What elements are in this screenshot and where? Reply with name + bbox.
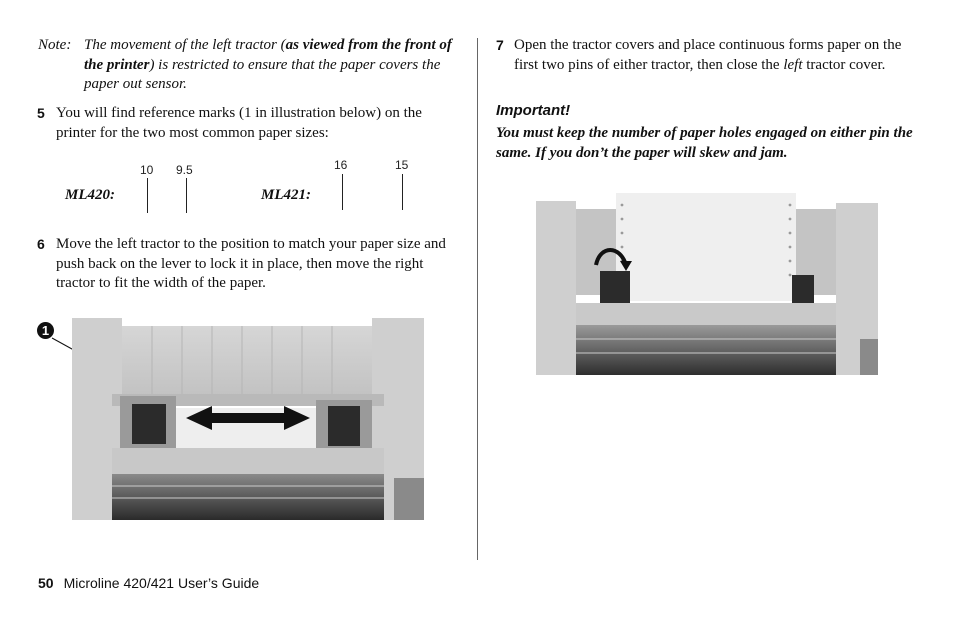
step-7-emphasis: left — [783, 56, 803, 73]
ml420-tick-label-10: 10 — [140, 163, 154, 177]
step-5-text: You will find reference marks (1 in illustration below) on the printer for the two most common paper sizes: — [56, 105, 422, 141]
step-6-text: Move the left tractor to the position to match your paper size and push back on the lever to lock it in place, then move the right tractor to fit the width of the paper. — [56, 236, 446, 291]
important-heading: Important! — [496, 102, 571, 119]
ml420-tick-9-5 — [186, 178, 187, 213]
step-6-number: 6 — [37, 236, 45, 252]
page-footer — [38, 575, 259, 591]
note-label: Note: — [38, 37, 72, 53]
important-text: You must keep the number of paper holes engaged on either pin the same. If you don’t the paper will skew and jam. — [496, 125, 913, 161]
ml421-tick-15 — [402, 174, 403, 210]
column-divider — [477, 38, 478, 560]
step-7: 7 Open the tractor covers and place continuous forms paper on the first two pins of either tractor, then close the left tractor cover. — [496, 37, 902, 73]
step-5-number: 5 — [37, 105, 45, 121]
ml420-label: ML420: — [65, 187, 115, 203]
ml420-tick-label-9-5: 9.5 — [176, 163, 193, 177]
ml421-tick-16 — [342, 174, 343, 210]
ml421-label: ML421: — [261, 187, 311, 203]
ml421-tick-label-15: 15 — [395, 158, 409, 172]
printer-paper-loading-photo — [536, 193, 878, 375]
note-bold-text: as viewed from the front of the printer — [84, 37, 452, 73]
callout-badge-1: 1 — [37, 322, 54, 339]
guide-title: Microline 420/421 User’s Guide — [63, 575, 260, 591]
step-7-number: 7 — [496, 37, 504, 53]
ml421-tick-label-16: 16 — [334, 158, 348, 172]
printer-tractor-photo — [72, 318, 424, 520]
page-number: 50 — [38, 575, 54, 591]
note-text: The movement of the left tractor (as viewed from the front of the printer) is restricted to ensure that the paper covers the paper out sensor. — [84, 37, 452, 92]
